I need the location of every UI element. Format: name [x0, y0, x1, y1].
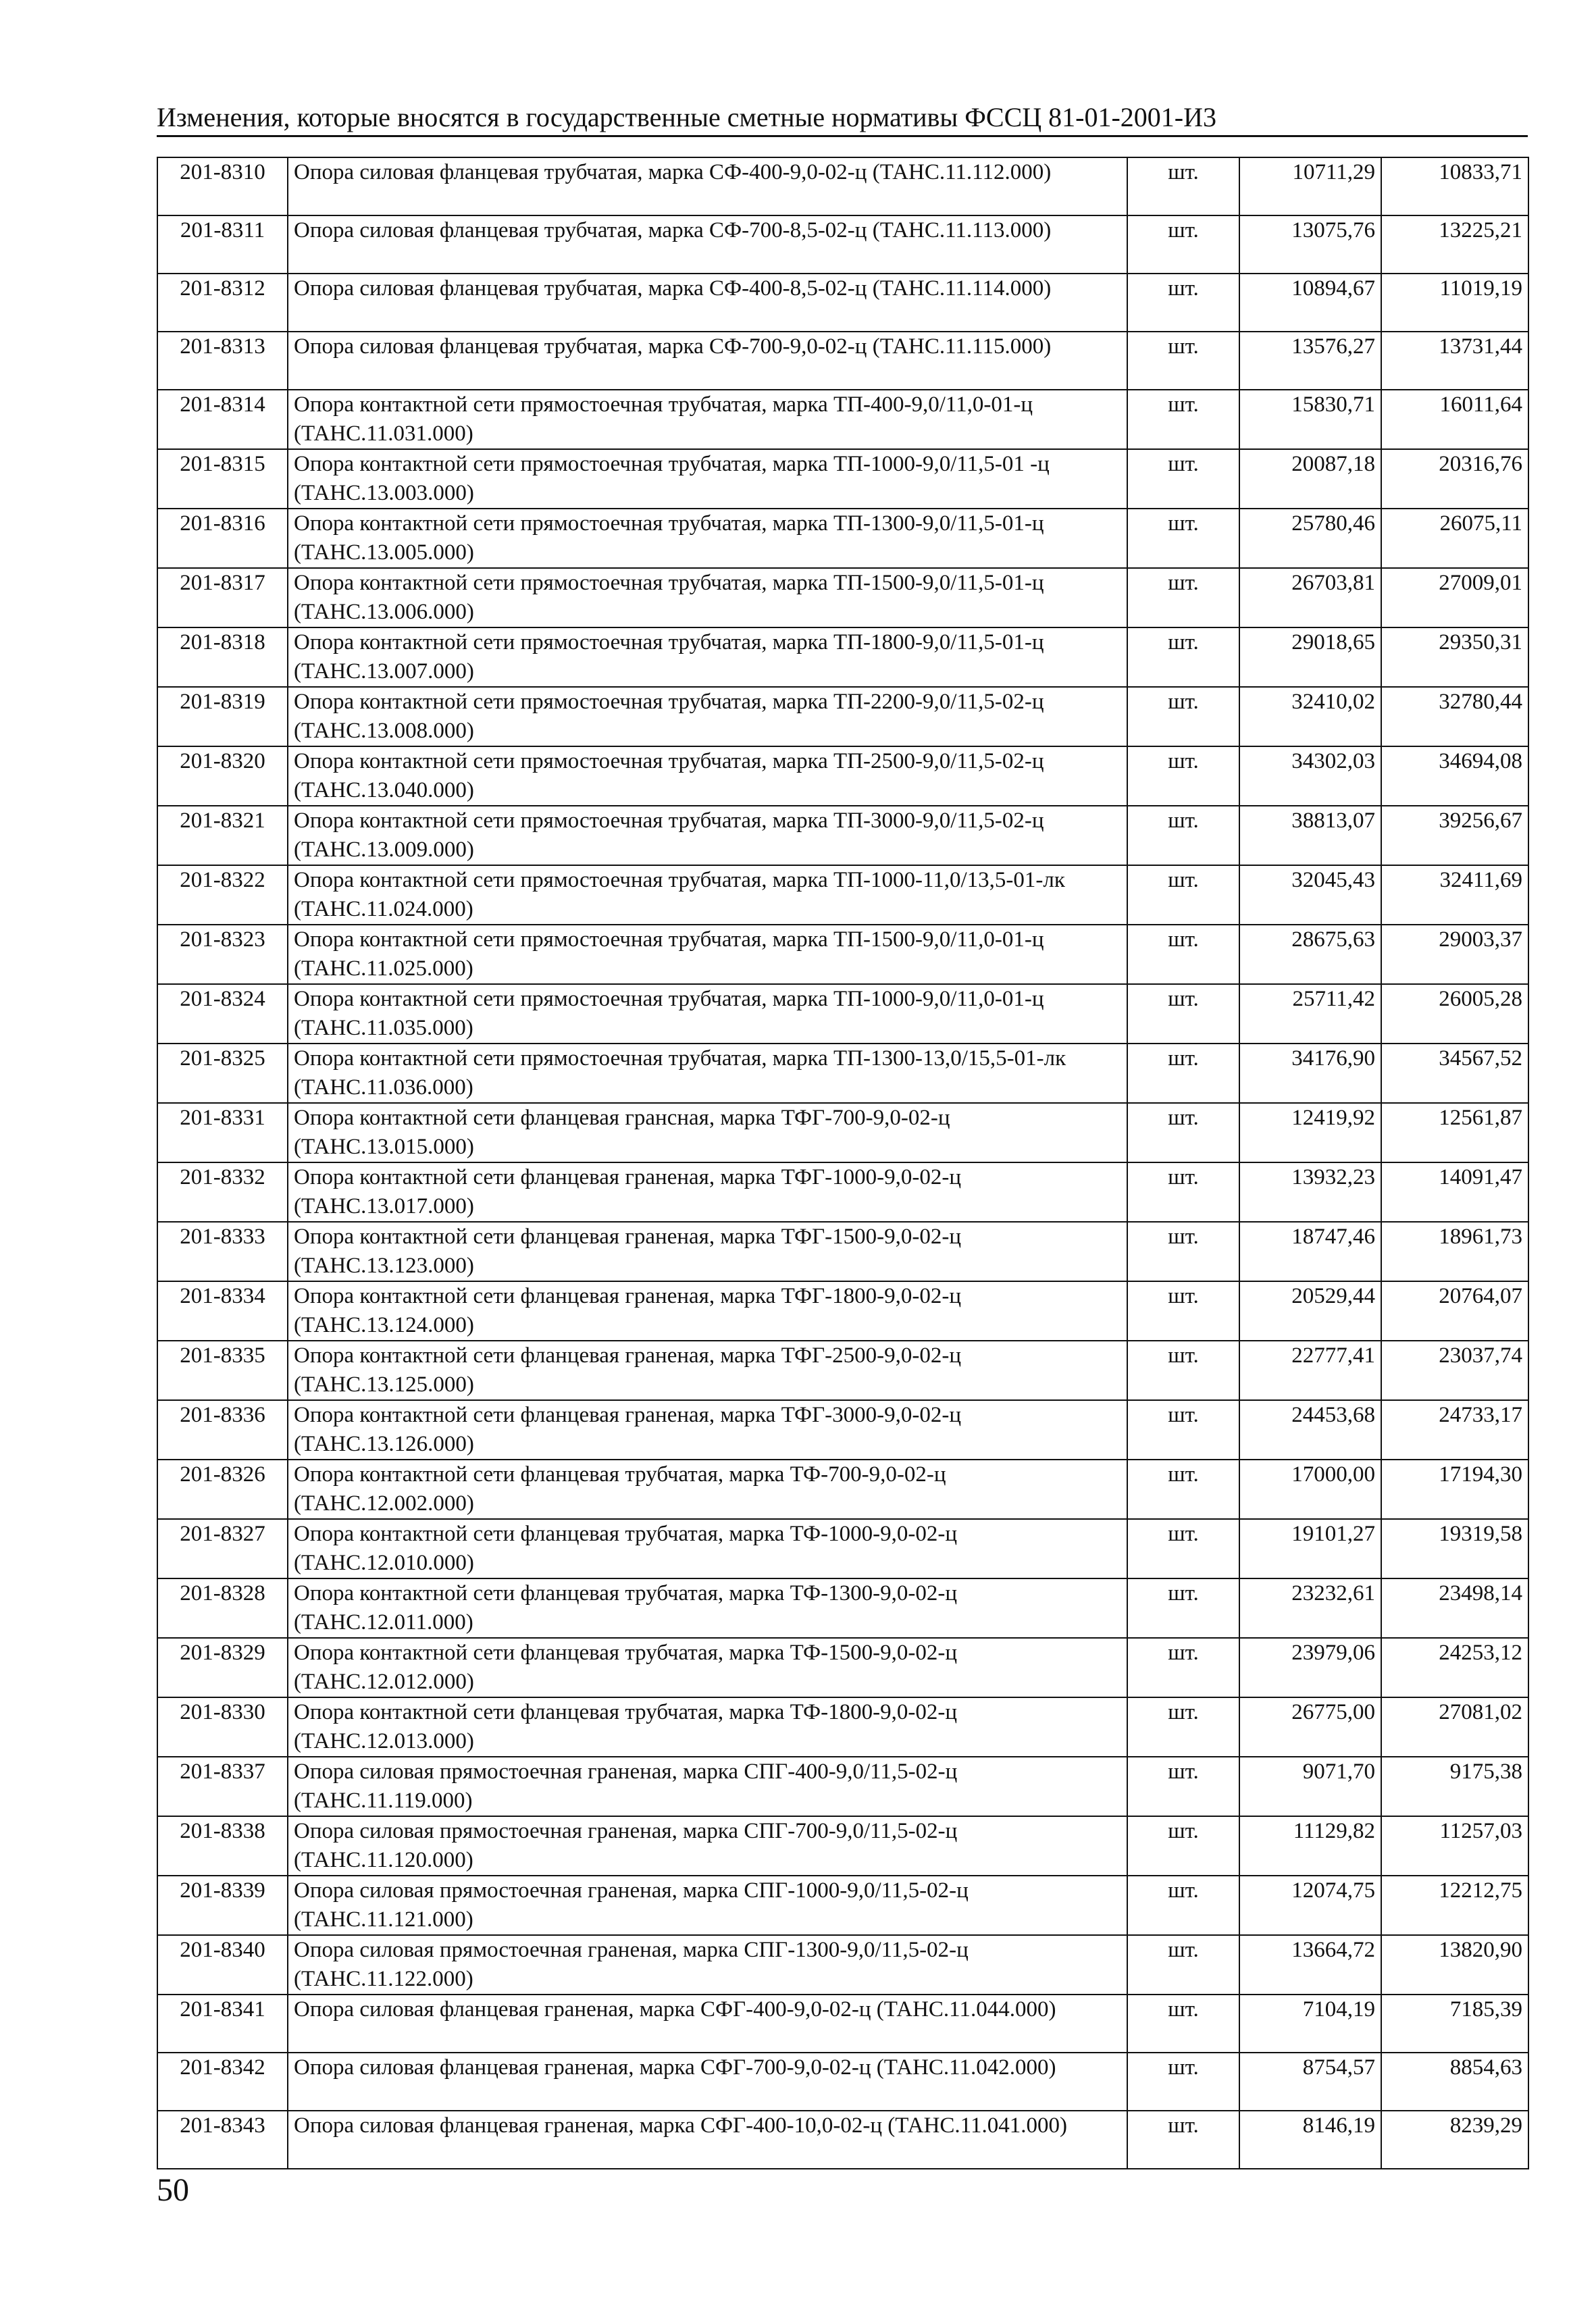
row-code: 201-8332	[157, 1162, 288, 1222]
row-price-1: 8146,19	[1239, 2111, 1381, 2169]
row-price-2: 26005,28	[1381, 984, 1528, 1044]
row-price-1: 26775,00	[1239, 1697, 1381, 1757]
row-code: 201-8340	[157, 1935, 288, 1995]
row-unit: шт.	[1127, 865, 1239, 925]
row-description: Опора контактной сети прямостоечная трубчатая, марка ТП-1000-9,0/11,5-01 -ц (ТАНС.13.003.000)	[288, 449, 1127, 509]
row-code: 201-8314	[157, 390, 288, 449]
row-unit: шт.	[1127, 274, 1239, 332]
row-price-2: 23498,14	[1381, 1578, 1528, 1638]
row-price-2: 13820,90	[1381, 1935, 1528, 1995]
row-code: 201-8326	[157, 1460, 288, 1519]
table-row	[157, 925, 1528, 984]
row-code: 201-8342	[157, 2053, 288, 2111]
row-price-1: 9071,70	[1239, 1757, 1381, 1816]
table-row	[157, 806, 1528, 865]
row-code: 201-8334	[157, 1281, 288, 1341]
page-header: Изменения, которые вносятся в государственные сметные нормативы ФССЦ 81-01-2001-И3	[157, 101, 1528, 137]
row-description: Опора силовая фланцевая трубчатая, марка СФ-700-8,5-02-ц (ТАНС.11.113.000)	[288, 215, 1127, 274]
row-code: 201-8343	[157, 2111, 288, 2169]
row-code: 201-8335	[157, 1341, 288, 1400]
row-code: 201-8323	[157, 925, 288, 984]
row-description: Опора контактной сети фланцевая граненая, марка ТФГ-1000-9,0-02-ц (ТАНС.13.017.000)	[288, 1162, 1127, 1222]
row-description: Опора силовая фланцевая трубчатая, марка СФ-700-9,0-02-ц (ТАНС.11.115.000)	[288, 332, 1127, 390]
table-row	[157, 1519, 1528, 1578]
row-price-1: 8754,57	[1239, 2053, 1381, 2111]
row-code: 201-8324	[157, 984, 288, 1044]
row-unit: шт.	[1127, 568, 1239, 627]
row-price-1: 12419,92	[1239, 1103, 1381, 1162]
table-row	[157, 390, 1528, 449]
row-unit: шт.	[1127, 1162, 1239, 1222]
table-row	[157, 1162, 1528, 1222]
table-row	[157, 1876, 1528, 1935]
row-unit: шт.	[1127, 806, 1239, 865]
row-price-2: 23037,74	[1381, 1341, 1528, 1400]
row-unit: шт.	[1127, 1044, 1239, 1103]
row-price-1: 13664,72	[1239, 1935, 1381, 1995]
row-description: Опора контактной сети фланцевая трубчатая, марка ТФ-1500-9,0-02-ц (ТАНС.12.012.000)	[288, 1638, 1127, 1697]
row-price-1: 23232,61	[1239, 1578, 1381, 1638]
row-price-1: 13932,23	[1239, 1162, 1381, 1222]
row-description: Опора контактной сети прямостоечная трубчатая, марка ТП-1300-9,0/11,5-01-ц (ТАНС.13.005.000)	[288, 509, 1127, 568]
table-row	[157, 332, 1528, 390]
table-row	[157, 1400, 1528, 1460]
row-code: 201-8330	[157, 1697, 288, 1757]
row-price-1: 34176,90	[1239, 1044, 1381, 1103]
row-description: Опора силовая прямостоечная граненая, марка СПГ-1300-9,0/11,5-02-ц (ТАНС.11.122.000)	[288, 1935, 1127, 1995]
row-description: Опора контактной сети фланцевая граненая, марка ТФГ-1800-9,0-02-ц (ТАНС.13.124.000)	[288, 1281, 1127, 1341]
row-price-1: 13075,76	[1239, 215, 1381, 274]
price-table	[157, 157, 1529, 2169]
row-description: Опора контактной сети фланцевая трубчатая, марка ТФ-700-9,0-02-ц (ТАНС.12.002.000)	[288, 1460, 1127, 1519]
row-code: 201-8316	[157, 509, 288, 568]
row-price-2: 12212,75	[1381, 1876, 1528, 1935]
row-code: 201-8341	[157, 1995, 288, 2053]
row-description: Опора контактной сети прямостоечная трубчатая, марка ТП-400-9,0/11,0-01-ц (ТАНС.11.031.000)	[288, 390, 1127, 449]
row-price-2: 20316,76	[1381, 449, 1528, 509]
row-description: Опора силовая прямостоечная граненая, марка СПГ-700-9,0/11,5-02-ц (ТАНС.11.120.000)	[288, 1816, 1127, 1876]
row-code: 201-8329	[157, 1638, 288, 1697]
row-description: Опора силовая фланцевая трубчатая, марка СФ-400-8,5-02-ц (ТАНС.11.114.000)	[288, 274, 1127, 332]
row-unit: шт.	[1127, 1697, 1239, 1757]
row-price-1: 7104,19	[1239, 1995, 1381, 2053]
row-description: Опора силовая прямостоечная граненая, марка СПГ-400-9,0/11,5-02-ц (ТАНС.11.119.000)	[288, 1757, 1127, 1816]
row-description: Опора силовая прямостоечная граненая, марка СПГ-1000-9,0/11,5-02-ц (ТАНС.11.121.000)	[288, 1876, 1127, 1935]
table-row	[157, 746, 1528, 806]
row-unit: шт.	[1127, 215, 1239, 274]
row-description: Опора контактной сети фланцевая граненая, марка ТФГ-1500-9,0-02-ц (ТАНС.13.123.000)	[288, 1222, 1127, 1281]
row-unit: шт.	[1127, 1578, 1239, 1638]
row-price-2: 8854,63	[1381, 2053, 1528, 2111]
row-price-2: 32411,69	[1381, 865, 1528, 925]
row-description: Опора контактной сети прямостоечная трубчатая, марка ТП-1500-9,0/11,5-01-ц (ТАНС.13.006.000)	[288, 568, 1127, 627]
table-row	[157, 1697, 1528, 1757]
table-row	[157, 1044, 1528, 1103]
row-code: 201-8339	[157, 1876, 288, 1935]
row-unit: шт.	[1127, 2053, 1239, 2111]
row-price-1: 29018,65	[1239, 627, 1381, 687]
row-price-2: 29350,31	[1381, 627, 1528, 687]
table-row	[157, 215, 1528, 274]
table-row	[157, 1281, 1528, 1341]
row-code: 201-8325	[157, 1044, 288, 1103]
row-description: Опора контактной сети фланцевая трубчатая, марка ТФ-1800-9,0-02-ц (ТАНС.12.013.000)	[288, 1697, 1127, 1757]
row-price-2: 39256,67	[1381, 806, 1528, 865]
row-price-1: 19101,27	[1239, 1519, 1381, 1578]
row-price-2: 26075,11	[1381, 509, 1528, 568]
row-description: Опора контактной сети прямостоечная трубчатая, марка ТП-1000-9,0/11,0-01-ц (ТАНС.11.035.000)	[288, 984, 1127, 1044]
row-unit: шт.	[1127, 509, 1239, 568]
row-price-1: 10711,29	[1239, 157, 1381, 215]
row-unit: шт.	[1127, 1460, 1239, 1519]
row-code: 201-8311	[157, 215, 288, 274]
table-row	[157, 1460, 1528, 1519]
row-price-2: 24253,12	[1381, 1638, 1528, 1697]
row-price-1: 10894,67	[1239, 274, 1381, 332]
row-price-2: 9175,38	[1381, 1757, 1528, 1816]
row-code: 201-8333	[157, 1222, 288, 1281]
row-description: Опора контактной сети прямостоечная трубчатая, марка ТП-3000-9,0/11,5-02-ц (ТАНС.13.009.000)	[288, 806, 1127, 865]
row-code: 201-8322	[157, 865, 288, 925]
row-price-1: 32410,02	[1239, 687, 1381, 746]
row-description: Опора контактной сети фланцевая граненая, марка ТФГ-3000-9,0-02-ц (ТАНС.13.126.000)	[288, 1400, 1127, 1460]
row-unit: шт.	[1127, 1103, 1239, 1162]
row-price-2: 34694,08	[1381, 746, 1528, 806]
row-unit: шт.	[1127, 746, 1239, 806]
row-code: 201-8338	[157, 1816, 288, 1876]
row-price-1: 38813,07	[1239, 806, 1381, 865]
row-unit: шт.	[1127, 449, 1239, 509]
row-code: 201-8318	[157, 627, 288, 687]
row-code: 201-8312	[157, 274, 288, 332]
row-price-2: 11019,19	[1381, 274, 1528, 332]
row-price-2: 20764,07	[1381, 1281, 1528, 1341]
row-price-2: 34567,52	[1381, 1044, 1528, 1103]
row-price-2: 29003,37	[1381, 925, 1528, 984]
table-row	[157, 687, 1528, 746]
row-price-2: 27009,01	[1381, 568, 1528, 627]
table-row	[157, 568, 1528, 627]
row-description: Опора контактной сети прямостоечная трубчатая, марка ТП-1300-13,0/15,5-01-лк (ТАНС.11.036.000)	[288, 1044, 1127, 1103]
row-price-2: 11257,03	[1381, 1816, 1528, 1876]
row-description: Опора контактной сети прямостоечная трубчатая, марка ТП-1000-11,0/13,5-01-лк (ТАНС.11.024.000)	[288, 865, 1127, 925]
row-price-1: 23979,06	[1239, 1638, 1381, 1697]
row-price-1: 13576,27	[1239, 332, 1381, 390]
row-code: 201-8337	[157, 1757, 288, 1816]
table-row	[157, 865, 1528, 925]
table-row	[157, 1103, 1528, 1162]
row-price-1: 20087,18	[1239, 449, 1381, 509]
row-price-2: 17194,30	[1381, 1460, 1528, 1519]
row-unit: шт.	[1127, 1222, 1239, 1281]
table-row	[157, 1341, 1528, 1400]
table-row	[157, 1638, 1528, 1697]
row-price-2: 13731,44	[1381, 332, 1528, 390]
row-code: 201-8319	[157, 687, 288, 746]
row-description: Опора силовая фланцевая граненая, марка СФГ-400-10,0-02-ц (ТАНС.11.041.000)	[288, 2111, 1127, 2169]
row-code: 201-8313	[157, 332, 288, 390]
table-row	[157, 1816, 1528, 1876]
row-price-1: 25780,46	[1239, 509, 1381, 568]
row-price-2: 32780,44	[1381, 687, 1528, 746]
row-code: 201-8328	[157, 1578, 288, 1638]
row-code: 201-8331	[157, 1103, 288, 1162]
row-price-1: 12074,75	[1239, 1876, 1381, 1935]
row-unit: шт.	[1127, 157, 1239, 215]
row-unit: шт.	[1127, 1281, 1239, 1341]
row-unit: шт.	[1127, 687, 1239, 746]
row-price-2: 12561,87	[1381, 1103, 1528, 1162]
row-description: Опора силовая фланцевая граненая, марка СФГ-400-9,0-02-ц (ТАНС.11.044.000)	[288, 1995, 1127, 2053]
table-row	[157, 1757, 1528, 1816]
row-price-1: 15830,71	[1239, 390, 1381, 449]
row-unit: шт.	[1127, 925, 1239, 984]
row-code: 201-8320	[157, 746, 288, 806]
row-price-2: 24733,17	[1381, 1400, 1528, 1460]
row-description: Опора контактной сети фланцевая граненая, марка ТФГ-2500-9,0-02-ц (ТАНС.13.125.000)	[288, 1341, 1127, 1400]
row-description: Опора контактной сети прямостоечная трубчатая, марка ТП-2200-9,0/11,5-02-ц (ТАНС.13.008.000)	[288, 687, 1127, 746]
row-price-2: 16011,64	[1381, 390, 1528, 449]
table-row	[157, 449, 1528, 509]
row-price-1: 25711,42	[1239, 984, 1381, 1044]
row-price-2: 8239,29	[1381, 2111, 1528, 2169]
row-unit: шт.	[1127, 1876, 1239, 1935]
row-price-1: 26703,81	[1239, 568, 1381, 627]
row-code: 201-8317	[157, 568, 288, 627]
table-row	[157, 1578, 1528, 1638]
row-code: 201-8315	[157, 449, 288, 509]
row-unit: шт.	[1127, 1341, 1239, 1400]
price-table-body	[157, 157, 1528, 2169]
row-unit: шт.	[1127, 1816, 1239, 1876]
row-unit: шт.	[1127, 1935, 1239, 1995]
row-description: Опора контактной сети прямостоечная трубчатая, марка ТП-1800-9,0/11,5-01-ц (ТАНС.13.007.000)	[288, 627, 1127, 687]
row-price-1: 18747,46	[1239, 1222, 1381, 1281]
row-price-2: 18961,73	[1381, 1222, 1528, 1281]
table-row	[157, 1935, 1528, 1995]
row-unit: шт.	[1127, 1757, 1239, 1816]
row-unit: шт.	[1127, 390, 1239, 449]
table-row	[157, 157, 1528, 215]
row-description: Опора контактной сети прямостоечная трубчатая, марка ТП-2500-9,0/11,5-02-ц (ТАНС.13.040.000)	[288, 746, 1127, 806]
row-price-1: 17000,00	[1239, 1460, 1381, 1519]
row-unit: шт.	[1127, 1638, 1239, 1697]
row-description: Опора силовая фланцевая трубчатая, марка СФ-400-9,0-02-ц (ТАНС.11.112.000)	[288, 157, 1127, 215]
row-unit: шт.	[1127, 1995, 1239, 2053]
row-description: Опора контактной сети фланцевая грансная, марка ТФГ-700-9,0-02-ц (ТАНС.13.015.000)	[288, 1103, 1127, 1162]
row-code: 201-8327	[157, 1519, 288, 1578]
row-price-1: 28675,63	[1239, 925, 1381, 984]
table-row	[157, 509, 1528, 568]
row-price-1: 11129,82	[1239, 1816, 1381, 1876]
row-code: 201-8336	[157, 1400, 288, 1460]
table-row	[157, 274, 1528, 332]
row-price-2: 13225,21	[1381, 215, 1528, 274]
row-unit: шт.	[1127, 1519, 1239, 1578]
table-row	[157, 2053, 1528, 2111]
table-row	[157, 627, 1528, 687]
row-price-2: 10833,71	[1381, 157, 1528, 215]
row-price-2: 27081,02	[1381, 1697, 1528, 1757]
table-row	[157, 2111, 1528, 2169]
row-description: Опора силовая фланцевая граненая, марка СФГ-700-9,0-02-ц (ТАНС.11.042.000)	[288, 2053, 1127, 2111]
table-row	[157, 984, 1528, 1044]
row-price-1: 20529,44	[1239, 1281, 1381, 1341]
row-description: Опора контактной сети фланцевая трубчатая, марка ТФ-1300-9,0-02-ц (ТАНС.12.011.000)	[288, 1578, 1127, 1638]
table-row	[157, 1222, 1528, 1281]
row-price-2: 19319,58	[1381, 1519, 1528, 1578]
row-code: 201-8310	[157, 157, 288, 215]
row-unit: шт.	[1127, 627, 1239, 687]
page-number: 50	[157, 2172, 189, 2208]
row-description: Опора контактной сети прямостоечная трубчатая, марка ТП-1500-9,0/11,0-01-ц (ТАНС.11.025.000)	[288, 925, 1127, 984]
table-row	[157, 1995, 1528, 2053]
row-code: 201-8321	[157, 806, 288, 865]
row-unit: шт.	[1127, 984, 1239, 1044]
row-price-2: 7185,39	[1381, 1995, 1528, 2053]
row-unit: шт.	[1127, 1400, 1239, 1460]
row-unit: шт.	[1127, 332, 1239, 390]
row-price-1: 22777,41	[1239, 1341, 1381, 1400]
row-unit: шт.	[1127, 2111, 1239, 2169]
row-description: Опора контактной сети фланцевая трубчатая, марка ТФ-1000-9,0-02-ц (ТАНС.12.010.000)	[288, 1519, 1127, 1578]
row-price-1: 24453,68	[1239, 1400, 1381, 1460]
row-price-1: 34302,03	[1239, 746, 1381, 806]
row-price-1: 32045,43	[1239, 865, 1381, 925]
row-price-2: 14091,47	[1381, 1162, 1528, 1222]
